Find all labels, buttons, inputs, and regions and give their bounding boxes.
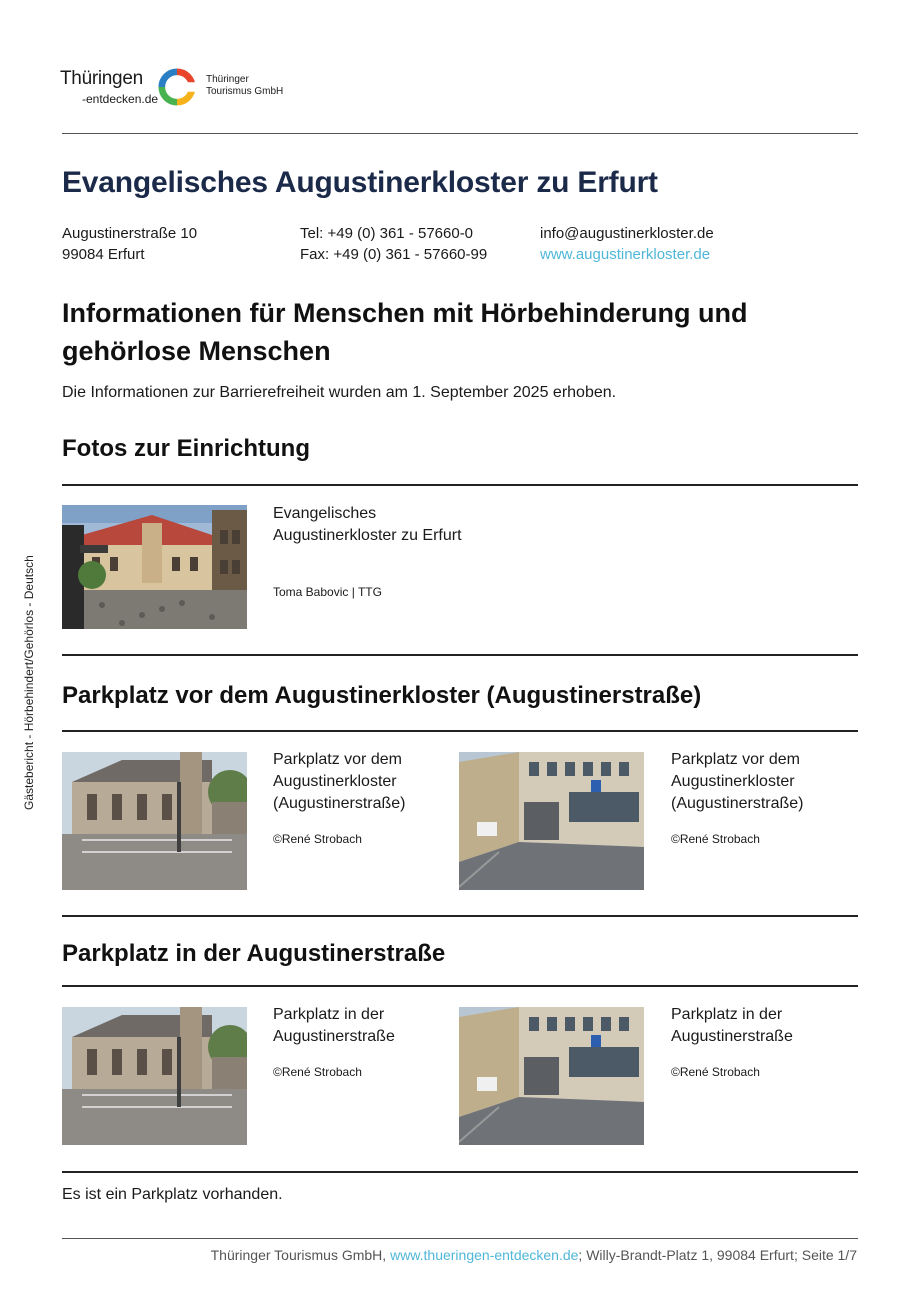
footer-link[interactable]: www.thueringen-entdecken.de bbox=[390, 1247, 579, 1263]
parking-note: Es ist ein Parkplatz vorhanden. bbox=[62, 1186, 283, 1203]
intro-text: Die Informationen zur Barrierefreiheit wurden am 1. September 2025 erhoben. bbox=[62, 384, 617, 401]
photo-parking-street bbox=[459, 752, 644, 890]
main-heading: Informationen für Menschen mit Hörbehinderung und gehörlose Menschen bbox=[62, 298, 748, 366]
divider bbox=[62, 915, 858, 917]
photo-caption: Parkplatz vor dem Augustinerkloster (Augustinerstraße) bbox=[273, 751, 406, 812]
photo-credit: ©René Strobach bbox=[273, 1065, 362, 1079]
divider bbox=[62, 654, 858, 656]
phone-block bbox=[300, 223, 487, 265]
footer-address: ; Willy-Brandt-Platz 1, 99084 Erfurt; Seite 1/7 bbox=[578, 1247, 857, 1263]
photo-credit: ©René Strobach bbox=[671, 1065, 760, 1079]
photo-monastery bbox=[62, 505, 247, 629]
side-label: Gästebericht - Hörbehindert/Gehörlos - Deutsch bbox=[22, 555, 36, 810]
photo-credit: ©René Strobach bbox=[273, 832, 362, 846]
logo-org: Thüringer Tourismus GmbH bbox=[206, 74, 284, 97]
photo-caption: Parkplatz in der Augustinerstraße bbox=[671, 1006, 793, 1045]
page-title: Evangelisches Augustinerkloster zu Erfurt bbox=[62, 166, 658, 199]
address-city: 99084 Erfurt bbox=[62, 246, 145, 263]
section-title-parking-street: Parkplatz in der Augustinerstraße bbox=[62, 940, 446, 967]
logo-wordmark-sub: -entdecken.de bbox=[82, 92, 159, 106]
address-street: Augustinerstraße 10 bbox=[62, 225, 198, 242]
phone: Tel: +49 (0) 361 - 57660-0 bbox=[300, 225, 474, 242]
photo-parking-church bbox=[62, 1007, 247, 1145]
divider bbox=[62, 133, 858, 134]
photo-caption: Parkplatz in der Augustinerstraße bbox=[273, 1006, 395, 1045]
email: info@augustinerkloster.de bbox=[540, 225, 714, 242]
photo-parking-church bbox=[62, 752, 247, 890]
divider bbox=[62, 484, 858, 486]
divider bbox=[62, 985, 858, 987]
divider bbox=[62, 1171, 858, 1173]
logo-wordmark: Thüringen bbox=[60, 68, 143, 89]
footer bbox=[211, 1247, 857, 1263]
photo-credit: Toma Babovic | TTG bbox=[273, 585, 382, 599]
footer-divider bbox=[62, 1238, 858, 1239]
online-block bbox=[540, 223, 714, 265]
logo-ring-icon bbox=[158, 68, 196, 106]
photo-caption: Evangelisches Augustinerkloster zu Erfurt bbox=[273, 505, 462, 544]
fax: Fax: +49 (0) 361 - 57660-99 bbox=[300, 246, 488, 263]
section-title-parking-front: Parkplatz vor dem Augustinerkloster (Augustinerstraße) bbox=[62, 682, 702, 709]
photo-parking-street bbox=[459, 1007, 644, 1145]
address bbox=[62, 223, 197, 265]
logo bbox=[60, 66, 300, 112]
divider bbox=[62, 730, 858, 732]
footer-org: Thüringer Tourismus GmbH, bbox=[210, 1247, 391, 1263]
photo-caption: Parkplatz vor dem Augustinerkloster (Augustinerstraße) bbox=[671, 751, 804, 812]
photo-credit: ©René Strobach bbox=[671, 832, 760, 846]
section-title-photos: Fotos zur Einrichtung bbox=[62, 435, 310, 462]
website-link[interactable]: www.augustinerkloster.de bbox=[540, 246, 711, 263]
